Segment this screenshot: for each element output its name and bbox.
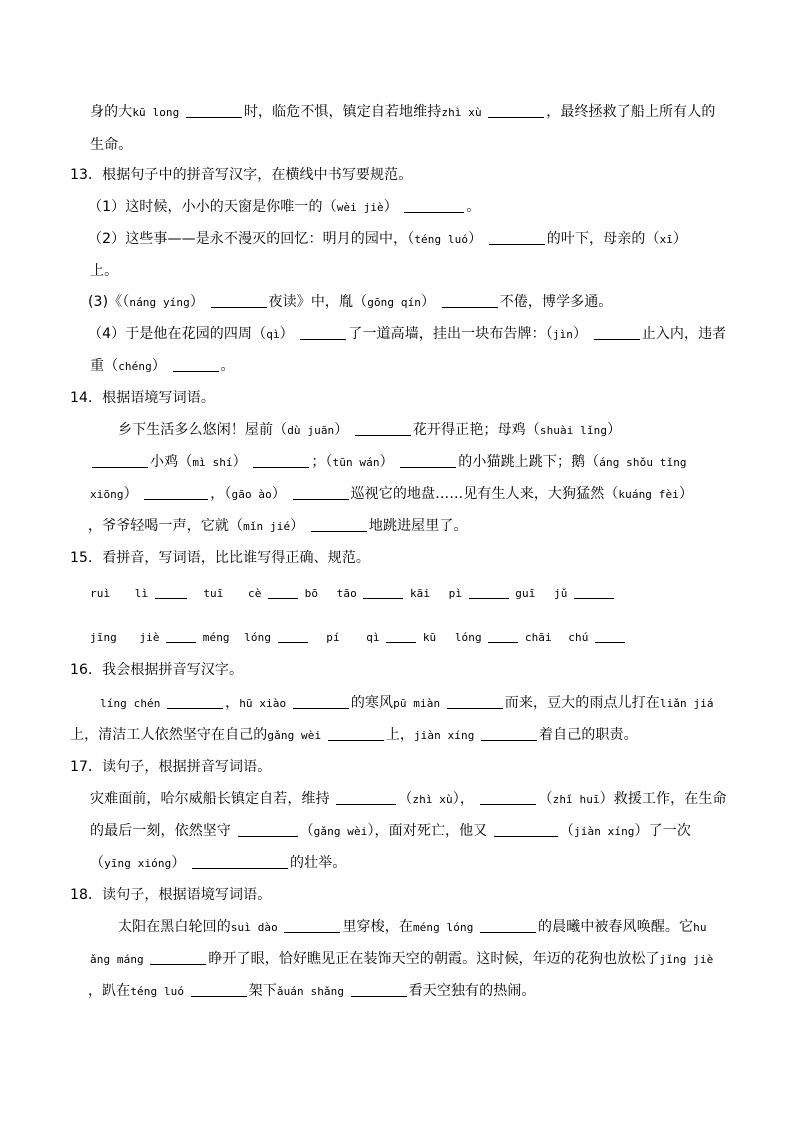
text: ）， — [452, 791, 474, 807]
text: ） — [379, 454, 394, 470]
text: 花开得正艳；母鸡（ — [412, 422, 540, 438]
pinyin: ǎuán shǎng — [276, 985, 345, 998]
text: 巡视它的地盘……见有生人来，大狗猛然（ — [350, 486, 619, 502]
q18-line-2 — [90, 949, 713, 970]
answer-blank[interactable] — [186, 103, 242, 118]
q13-item-3 — [88, 292, 613, 313]
text: 里穿梭，在 — [342, 919, 413, 935]
q13-item-2 — [88, 229, 687, 250]
text: 上， — [385, 727, 414, 743]
pinyin: zhì xù — [412, 793, 453, 806]
pinyin: méng — [202, 631, 230, 644]
q13-item-4-cont — [90, 356, 235, 377]
text: ） — [290, 518, 305, 534]
answer-blank[interactable] — [355, 421, 411, 436]
text: （ — [299, 823, 314, 839]
answer-blank[interactable] — [278, 628, 308, 643]
text: （ — [538, 791, 553, 807]
text: （2）这些事——是永不漫灭的回忆：明月的园中，（ — [88, 231, 415, 247]
pinyin: jǐng jiè — [659, 953, 714, 966]
q14-title: 14．根据语境写词语。 — [70, 390, 215, 406]
pinyin: gǎng wèi — [313, 825, 368, 838]
pinyin: mǐn jié — [243, 520, 291, 533]
text: （ — [90, 855, 105, 871]
pinyin: jìn — [552, 328, 574, 341]
text: 的晨曦中被春风唤醒。它 — [538, 919, 694, 935]
top-line-1 — [90, 102, 715, 123]
q18-line-3 — [88, 981, 536, 1002]
pinyin: lóng — [454, 631, 482, 644]
pinyin: pū miàn — [393, 697, 441, 710]
text: ） — [334, 422, 349, 438]
text: 而来，豆大的雨点儿打在 — [504, 695, 660, 711]
pinyin: suì dào — [230, 921, 278, 934]
pinyin: chāi — [524, 631, 552, 644]
answer-blank[interactable] — [284, 918, 340, 933]
q18-title: 18．读句子，根据语境写词语。 — [70, 887, 272, 903]
pinyin: tūn wán — [332, 456, 380, 469]
text: 重（ — [90, 358, 119, 374]
q13-item-2-cont — [90, 261, 118, 281]
pinyin: tāo — [336, 587, 357, 600]
pinyin: lóng — [244, 631, 272, 644]
pinyin: hu — [693, 921, 707, 934]
pinyin: gāo ào — [231, 488, 272, 501]
q14-line-4 — [88, 516, 468, 537]
pinyin: liǎn jiá — [659, 697, 714, 710]
text: 生命。 — [90, 137, 133, 153]
text: 睁开了眼，恰好瞧见正在装饰天空的朝霞。这时候，年迈的花狗也放松了 — [208, 951, 660, 967]
answer-blank[interactable] — [150, 950, 206, 965]
pinyin: mì shí — [192, 456, 233, 469]
text: 的壮举。 — [290, 855, 347, 871]
pinyin: tuī — [203, 587, 224, 600]
text: 的最后一刻，依然坚守 — [90, 823, 231, 839]
q15-row-2 — [90, 627, 627, 648]
answer-blank[interactable] — [404, 198, 464, 213]
text: ） — [421, 294, 436, 310]
text: （ — [559, 823, 575, 839]
text: 架下 — [248, 983, 277, 999]
pinyin: lì — [134, 587, 149, 600]
text: ） — [573, 326, 588, 342]
pinyin: xī — [659, 233, 674, 246]
answer-blank[interactable] — [442, 293, 498, 308]
pinyin: dù juān — [287, 424, 335, 437]
pinyin: gǎng wèi — [267, 729, 322, 742]
pinyin: jīng — [90, 631, 117, 644]
text: 上。 — [90, 263, 119, 279]
answer-blank[interactable] — [166, 628, 196, 643]
pinyin: gōng qín — [367, 296, 422, 309]
answer-blank[interactable] — [351, 982, 407, 997]
text: ） — [171, 855, 186, 871]
text: 的小猫跳上跳下；鹅（ — [458, 454, 600, 470]
pinyin: chéng — [118, 360, 152, 373]
text: ） — [123, 486, 138, 502]
answer-blank[interactable] — [192, 854, 288, 869]
text: 太阳在黑白轮回的 — [118, 919, 231, 935]
text: ） — [468, 231, 483, 247]
answer-blank[interactable] — [336, 790, 396, 805]
pinyin: chú — [568, 631, 589, 644]
text: ） — [678, 486, 694, 502]
q17-line-2 — [90, 821, 691, 842]
pinyin: guī — [515, 587, 536, 600]
q14-line-3 — [90, 484, 693, 505]
q16-line-1 — [100, 693, 714, 714]
text: ， — [225, 695, 240, 711]
text: 时，临危不惧，镇定自若地维持 — [243, 104, 442, 120]
pinyin: kāi — [409, 587, 431, 600]
pinyin: kū long — [132, 106, 180, 119]
answer-blank[interactable] — [481, 726, 537, 741]
text: 不倦，博学多通。 — [499, 294, 613, 310]
answer-blank[interactable] — [155, 584, 187, 599]
pinyin: zhì xù — [441, 106, 482, 119]
answer-blank[interactable] — [469, 584, 509, 599]
pinyin: zhǐ huī — [552, 793, 600, 806]
text: 地跳进屋里了。 — [368, 518, 468, 534]
text: ） — [383, 199, 398, 215]
q15-title: 15．看拼音，写词语，比比谁写得正确、规范。 — [70, 550, 371, 566]
pinyin: kuáng fèi — [618, 488, 679, 501]
text: ），面对死亡，他又 — [367, 823, 488, 839]
q18-line-1 — [118, 917, 707, 938]
pinyin: kū — [422, 631, 437, 644]
answer-blank[interactable] — [480, 790, 536, 805]
answer-blank[interactable] — [595, 628, 625, 643]
answer-blank[interactable] — [386, 628, 416, 643]
text: ，趴在 — [88, 983, 131, 999]
answer-blank[interactable] — [489, 230, 545, 245]
pinyin: líng chén — [100, 697, 161, 710]
text: 。 — [466, 199, 481, 215]
pinyin: pí — [326, 631, 340, 644]
pinyin: téng luó — [414, 233, 469, 246]
pinyin: shuài lǐng — [539, 424, 608, 437]
text: 看天空独有的热闹。 — [408, 983, 536, 999]
text: ，最终拯救了船上所有人的 — [546, 104, 716, 120]
q17-line-3 — [90, 853, 346, 874]
q17-title: 17．读句子，根据拼音写词语。 — [70, 759, 272, 775]
pinyin: ruì — [90, 587, 111, 600]
pinyin: qì — [266, 328, 280, 341]
q13-item-4 — [88, 324, 726, 345]
text: ，爷爷轻喝一声，它就（ — [88, 518, 244, 534]
answer-blank[interactable] — [92, 453, 148, 468]
pinyin: bō — [304, 587, 319, 600]
pinyin: ǎng máng — [90, 953, 144, 966]
text: （4）于是他在花园的四周（ — [88, 326, 267, 342]
answer-blank[interactable] — [488, 628, 518, 643]
answer-blank[interactable] — [447, 694, 503, 709]
text: ；（ — [311, 454, 333, 470]
answer-blank[interactable] — [268, 584, 298, 599]
text: 灾难面前，哈尔威船长镇定自若，维持 — [90, 791, 330, 807]
pinyin: áng shǒu tǐng — [599, 456, 687, 469]
text: ）救援工作，在生命 — [599, 791, 727, 807]
answer-blank[interactable] — [167, 694, 223, 709]
q13-item-1 — [88, 197, 481, 218]
text: （ — [398, 791, 413, 807]
top-line-2 — [90, 135, 132, 155]
answer-blank[interactable] — [311, 517, 367, 532]
text: ） — [271, 486, 286, 502]
text: ，（ — [210, 486, 232, 502]
answer-blank[interactable] — [211, 293, 267, 308]
text: 上，清洁工人依然坚守在自己的 — [70, 727, 268, 743]
pinyin: cè — [248, 587, 262, 600]
answer-blank[interactable] — [191, 982, 247, 997]
pinyin: jiàn xíng — [413, 729, 475, 742]
text: 着自己的职责。 — [539, 727, 638, 743]
text: ）了一次 — [634, 823, 691, 839]
q15-row-1 — [90, 583, 616, 604]
answer-blank[interactable] — [594, 325, 640, 340]
text: 止入内，违者 — [641, 326, 727, 342]
q17-line-1 — [90, 789, 727, 810]
answer-blank[interactable] — [494, 822, 558, 837]
answer-blank[interactable] — [300, 325, 346, 340]
text: 。 — [220, 358, 235, 374]
pinyin: pì — [448, 587, 463, 600]
text: ） — [279, 326, 294, 342]
text: （1）这时候，小小的天窗是你唯一的（ — [88, 199, 337, 215]
q13-title: 13．根据句子中的拼音写汉字，在横线中书写要规范。 — [70, 167, 413, 183]
pinyin: náng yíng — [129, 296, 190, 309]
text: ） — [189, 294, 204, 310]
answer-blank[interactable] — [328, 726, 384, 741]
answer-blank[interactable] — [238, 822, 298, 837]
text: 身的大 — [90, 104, 133, 120]
answer-blank[interactable] — [173, 357, 219, 372]
text: 的寒风 — [350, 695, 394, 711]
pinyin: qì — [366, 631, 380, 644]
pinyin: hū xiào — [239, 697, 287, 710]
text: 了一道高墙，挂出一块布告牌：（ — [348, 326, 553, 342]
pinyin: wèi jiè — [336, 201, 384, 214]
text: (3)《（ — [88, 294, 130, 310]
answer-blank[interactable] — [293, 694, 349, 709]
pinyin: yīng xióng — [104, 857, 172, 870]
text: 小鸡（ — [150, 454, 193, 470]
pinyin: xiōng — [90, 488, 124, 501]
text: ） — [232, 454, 247, 470]
text: ） — [607, 422, 622, 438]
answer-blank[interactable] — [488, 103, 544, 118]
text: 夜读》中，胤（ — [268, 294, 368, 310]
pinyin: téng luó — [130, 985, 185, 998]
answer-blank[interactable] — [574, 584, 614, 599]
pinyin: méng lóng — [412, 921, 474, 934]
pinyin: jiè — [139, 631, 160, 644]
q14-line-2 — [90, 452, 687, 473]
answer-blank[interactable] — [144, 485, 208, 500]
pinyin: jǔ — [553, 587, 568, 600]
q14-line-1 — [118, 420, 621, 441]
text: 的叶下，母亲的（ — [546, 231, 660, 247]
text: 乡下生活多么悠闲！屋前（ — [118, 422, 288, 438]
answer-blank[interactable] — [400, 453, 456, 468]
text: ） — [673, 231, 688, 247]
answer-blank[interactable] — [293, 485, 349, 500]
answer-blank[interactable] — [480, 918, 536, 933]
q16-line-2 — [70, 725, 638, 746]
answer-blank[interactable] — [363, 584, 403, 599]
q16-title: 16．我会根据拼音写汉字。 — [70, 662, 244, 678]
text: ） — [151, 358, 166, 374]
pinyin: jiàn xíng — [574, 825, 635, 838]
answer-blank[interactable] — [253, 453, 309, 468]
